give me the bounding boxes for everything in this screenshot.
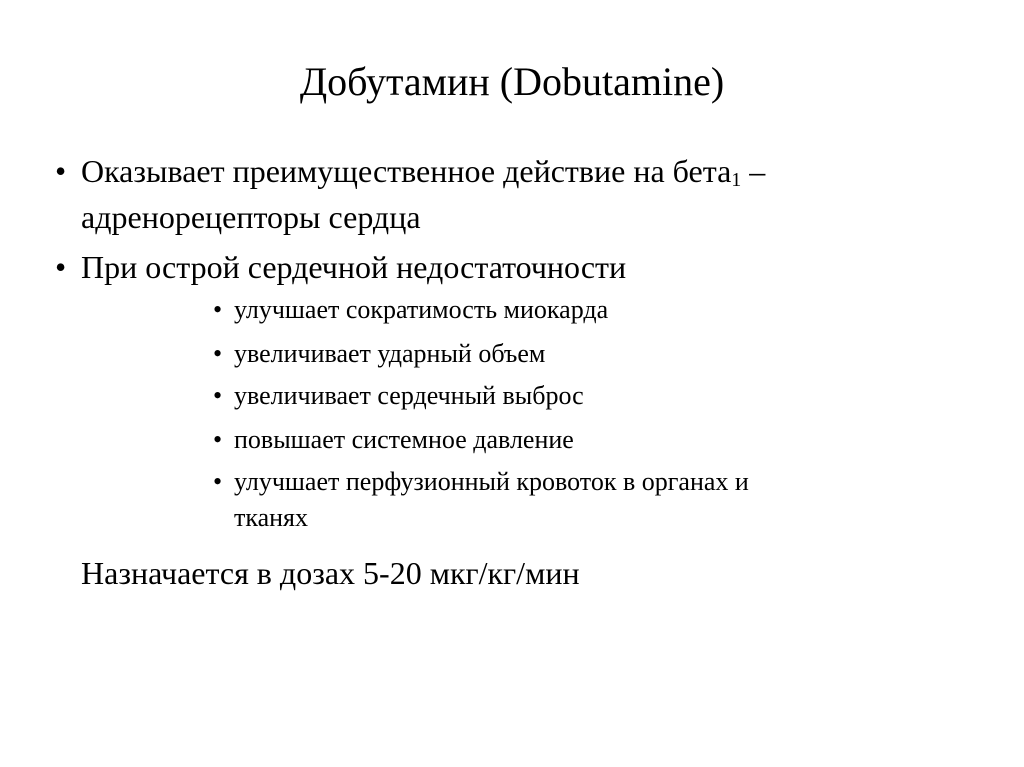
bullet-text-line1: Оказывает преимущественное действие на бета [81,153,732,189]
sub-bullet-text: увеличивает ударный объем [234,339,546,368]
sub-bullet-text-line1: улучшает перфузионный кровоток в органах и [234,467,749,496]
bullet-text-dash: – [741,153,766,189]
bullet-text: При острой сердечной недостаточности [81,249,627,285]
sub-bullet-text [234,464,749,536]
bullet-icon: • [213,381,223,410]
sub-bullet-text-line2: тканях [234,503,309,532]
bullet-icon: • [213,425,223,454]
bullet-icon: • [55,249,67,285]
sub-bullet-text: повышает системное давление [234,425,574,454]
bullet-text [81,148,765,240]
subscript-one: 1 [731,169,742,191]
bullet-icon: • [213,467,223,496]
dosage-text: Назначается в дозах 5-20 мкг/кг/мин [81,555,580,591]
bullet-text-line2: адренорецепторы сердца [81,199,421,235]
bullet-icon: • [213,339,223,368]
bullet-icon: • [55,153,67,189]
slide-title: Добутамин (Dobutamine) [299,59,725,104]
sub-bullet-text: улучшает сократимость миокарда [234,295,609,324]
sub-bullet-text: увеличивает сердечный выброс [234,381,584,410]
bullet-icon: • [213,295,223,324]
